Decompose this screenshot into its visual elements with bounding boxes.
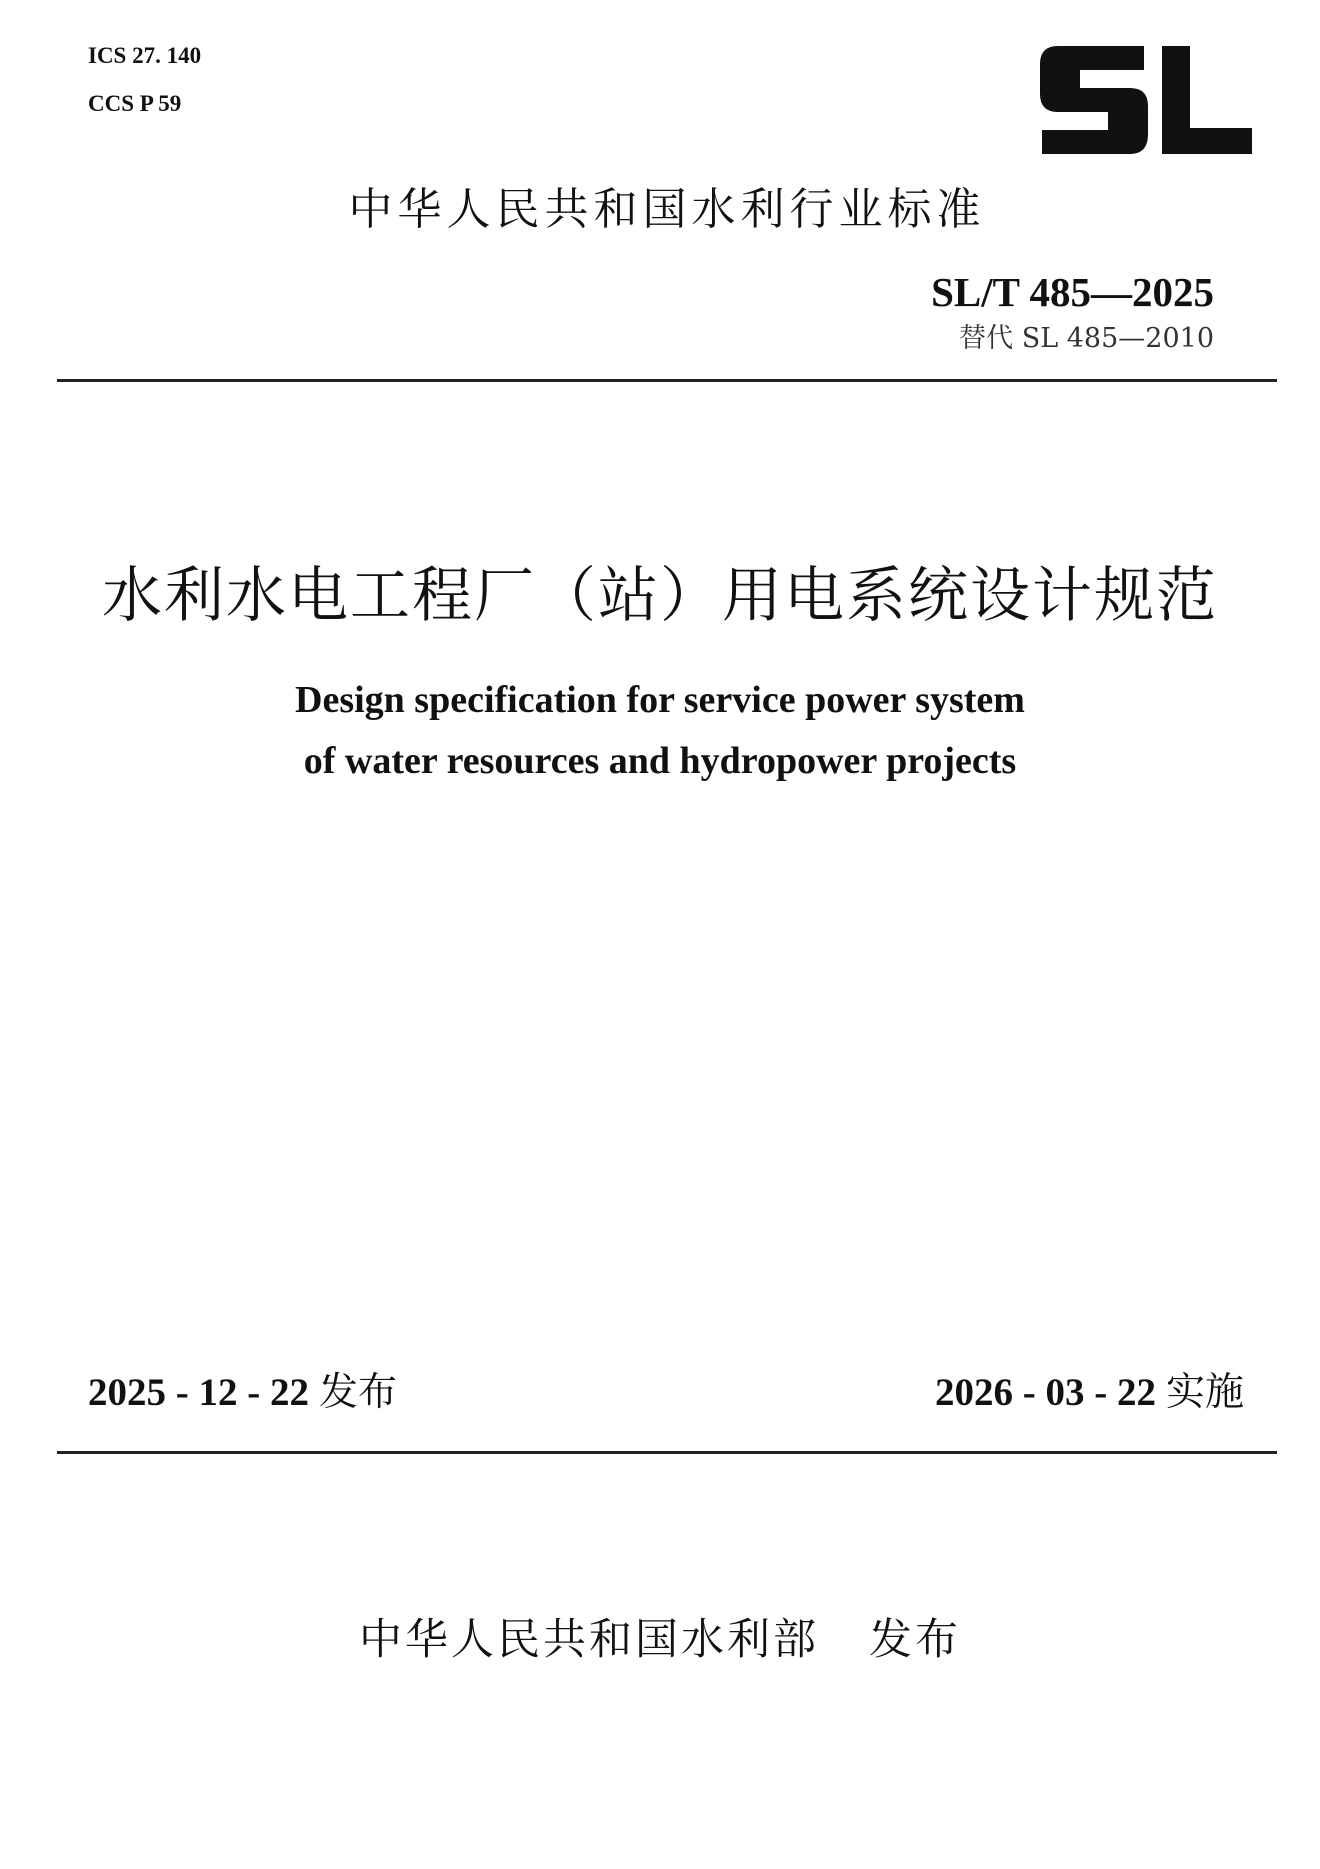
issue-date: 2025 - 12 - 22 — [88, 1371, 309, 1414]
issue-date-block — [88, 1369, 397, 1417]
title-english-line-2: of water resources and hydropower projects — [303, 740, 1017, 782]
standard-category: 中华人民共和国水利行业标准 — [348, 184, 986, 235]
title-english-line-1: Design specification for service power system — [295, 679, 1025, 721]
top-divider — [57, 379, 1277, 382]
publisher-action: 发布 — [869, 1615, 961, 1665]
implementation-label: 实施 — [1165, 1370, 1244, 1415]
title-chinese: 水利水电工程厂（站）用电系统设计规范 — [102, 561, 1218, 631]
issue-label: 发布 — [318, 1370, 397, 1415]
implementation-date: 2026 - 03 - 22 — [935, 1371, 1156, 1414]
publisher-line — [0, 1612, 1320, 1668]
implementation-date-block — [935, 1369, 1244, 1417]
ccs-code: CCS P 59 — [88, 91, 182, 116]
ics-code: ICS 27. 140 — [88, 43, 202, 68]
replaces-standard: 替代 SL 485—2010 — [959, 323, 1214, 354]
bottom-divider — [57, 1451, 1277, 1454]
standard-number: SL/T 485—2025 — [931, 269, 1214, 315]
publisher-name: 中华人民共和国水利部 — [358, 1615, 819, 1665]
sl-logo-icon — [1040, 46, 1252, 154]
